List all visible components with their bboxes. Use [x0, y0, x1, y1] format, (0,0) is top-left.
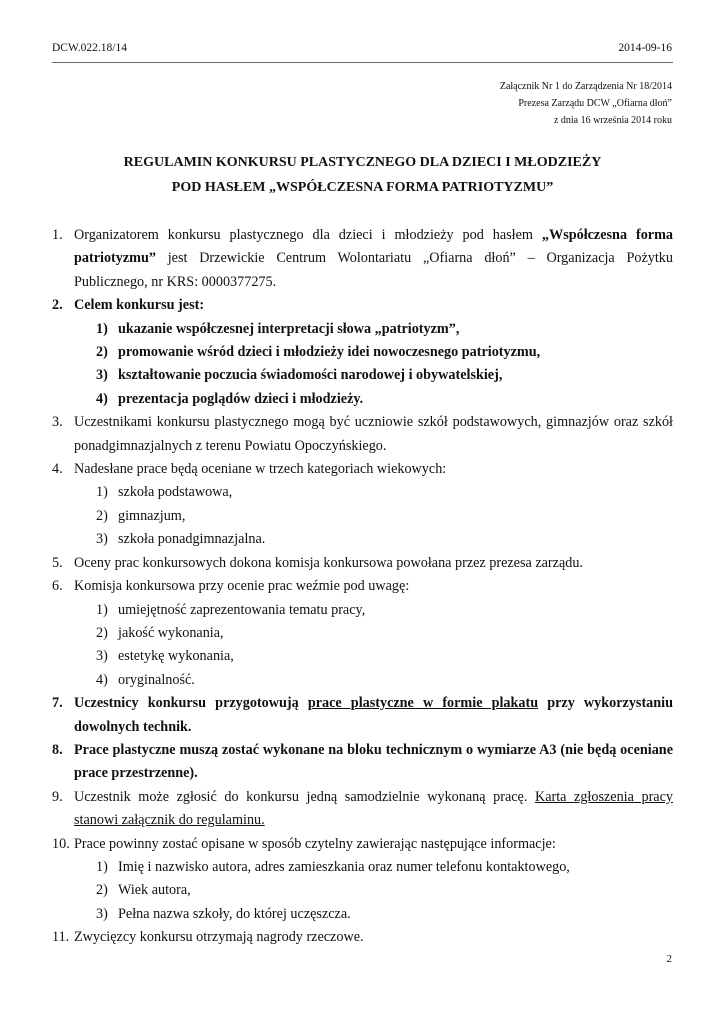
sub-item: 3) kształtowanie poczucia świadomości narodowej i obywatelskiej, — [96, 367, 503, 384]
item-text: Celem konkursu jest: — [74, 297, 205, 314]
item-number: 9. — [52, 788, 63, 805]
item-number: 8. — [52, 741, 63, 758]
header-date: 2014-09-16 — [618, 42, 672, 54]
list-item — [52, 224, 673, 294]
list-item — [52, 575, 673, 598]
page-number: 2 — [666, 953, 672, 965]
list-item — [52, 294, 673, 317]
list-item — [52, 552, 673, 575]
item-text: Organizatorem konkursu plastycznego dla dzieci i młodzieży pod hasłem „Współczesna forma patriotyzmu” jest Drzewickie Centrum Wolontariatu „Ofiarna dłoń” – Organizacja Pożytku Publicznego, nr KRS: 0000377275. — [74, 227, 674, 290]
sub-item: 2) Wiek autora, — [96, 882, 191, 899]
list-item — [52, 692, 673, 739]
sub-item: 2) jakość wykonania, — [96, 624, 224, 641]
annex-line: Prezesa Zarządu DCW „Ofiarna dłoń” — [518, 98, 672, 109]
item-number: 10. — [52, 835, 70, 852]
item-text: Uczestnicy konkursu przygotowują prace plastyczne w formie plakatu przy wykorzystaniu dowolnych technik. — [74, 695, 673, 735]
item-number: 1. — [52, 227, 63, 243]
header-doc-id: DCW.022.18/14 — [52, 42, 127, 54]
list-item — [52, 786, 673, 833]
sub-item: 3) estetykę wykonania, — [96, 648, 234, 665]
item-number: 7. — [52, 695, 63, 712]
item-text: Komisja konkursowa przy ocenie prac weźmie pod uwagę: — [74, 578, 410, 595]
item-text: Uczestnikami konkursu plastycznego mogą być uczniowie szkół podstawowych, gimnazjów oraz szkół ponadgimnazjalnych z terenu Powiatu Opoczyńskiego. — [74, 414, 673, 454]
sub-item: 1) umiejętność zaprezentowania tematu pracy, — [96, 601, 366, 618]
item-text: Prace powinny zostać opisane w sposób czytelny zawierając następujące informacje: — [74, 835, 556, 852]
item-text: Uczestnik może zgłosić do konkursu jedną samodzielnie wykonaną pracę. Karta zgłoszenia pracy stanowi załącznik do regulaminu. — [74, 788, 673, 829]
item-number: 5. — [52, 554, 63, 571]
annex-line: z dnia 16 września 2014 roku — [553, 115, 672, 126]
list-item — [52, 739, 673, 786]
list-item — [52, 411, 673, 458]
header-divider — [52, 62, 673, 63]
annex-note — [500, 78, 672, 129]
sub-item: 2) promowanie wśród dzieci i młodzieży idei nowoczesnego patriotyzmu, — [96, 344, 541, 361]
item-number: 3. — [52, 414, 63, 431]
document-title — [0, 150, 725, 200]
item-number: 6. — [52, 578, 63, 595]
item-text: Nadesłane prace będą oceniane w trzech kategoriach wiekowych: — [74, 461, 447, 478]
item-number: 2. — [52, 297, 63, 314]
regulations-list — [52, 224, 673, 950]
item-text: Oceny prac konkursowych dokona komisja konkursowa powołana przez prezesa zarządu. — [74, 554, 583, 571]
item-number: 4. — [52, 461, 63, 478]
sub-item: 1) szkoła podstawowa, — [96, 484, 233, 501]
item-text: Zwycięzcy konkursu otrzymają nagrody rzeczowe. — [74, 929, 364, 946]
annex-line: Załącznik Nr 1 do Zarządzenia Nr 18/2014 — [499, 81, 672, 92]
list-item — [52, 926, 673, 949]
title-line: POD HASŁEM „WSPÓŁCZESNA FORMA PATRIOTYZMU” — [171, 180, 554, 195]
title-line: REGULAMIN KONKURSU PLASTYCZNEGO DLA DZIECI I MŁODZIEŻY — [123, 155, 602, 170]
sub-item: 3) Pełna nazwa szkoły, do której uczęszcza. — [96, 905, 351, 922]
sub-item: 2) gimnazjum, — [96, 507, 186, 524]
list-item — [52, 833, 673, 856]
sub-item: 1) ukazanie współczesnej interpretacji słowa „patriotyzm”, — [96, 320, 460, 337]
sub-item: 4) oryginalność. — [96, 671, 195, 688]
item-number: 11. — [52, 929, 70, 946]
item-text: Prace plastyczne muszą zostać wykonane na bloku technicznym o wymiarze A3 (nie będą oceniane prace przestrzenne). — [74, 741, 673, 782]
sub-item: 4) prezentacja poglądów dzieci i młodzieży. — [96, 390, 364, 407]
sub-item: 3) szkoła ponadgimnazjalna. — [96, 531, 266, 548]
sub-item: 1) Imię i nazwisko autora, adres zamieszkania oraz numer telefonu kontaktowego, — [96, 858, 570, 875]
list-item — [52, 458, 673, 481]
